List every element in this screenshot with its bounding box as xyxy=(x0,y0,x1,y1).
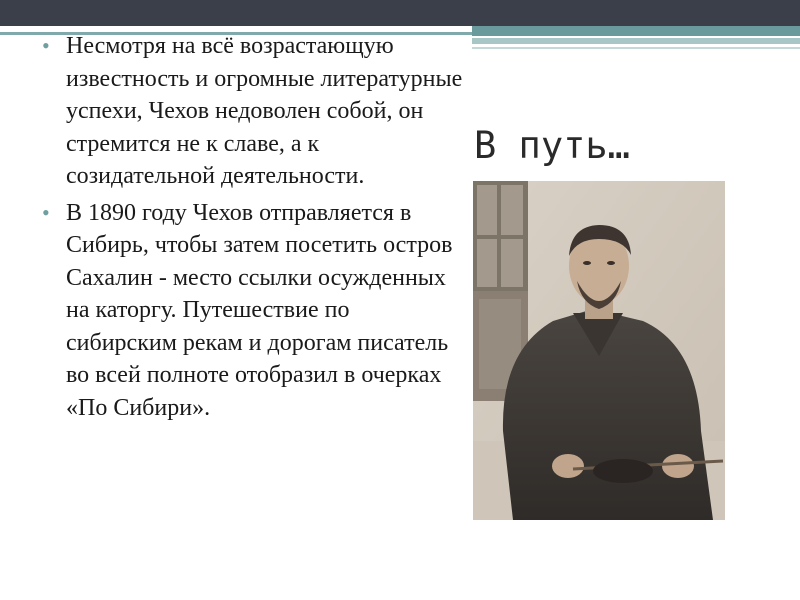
header-band-teal xyxy=(472,26,800,36)
portrait-image xyxy=(473,181,725,520)
bullet-list xyxy=(36,30,464,428)
portrait-photo xyxy=(473,181,725,520)
bullet-text: Несмотря на всё возрастающую известность и огромные литературные успехи, Чехов недоволен собой, он стремится не к славе, а к созидательной деятельности. xyxy=(66,33,463,189)
bullet-item xyxy=(36,197,464,425)
header-band-dark xyxy=(0,0,800,26)
bullet-item xyxy=(36,30,464,193)
header-band-teal-light xyxy=(472,38,800,44)
bullet-text: В 1890 году Чехов отправляется в Сибирь, чтобы затем посетить остров Сахалин - место ссылки осужденных на каторгу. Путешествие по сибирским рекам и дорогам писатель во всей полноте отобразил в очерках «По Сибири». xyxy=(66,199,453,421)
header-band-line xyxy=(472,47,800,49)
bullet-dot-icon: • xyxy=(42,199,50,225)
bullet-dot-icon: • xyxy=(42,33,50,58)
slide-title: В путь… xyxy=(474,124,630,167)
